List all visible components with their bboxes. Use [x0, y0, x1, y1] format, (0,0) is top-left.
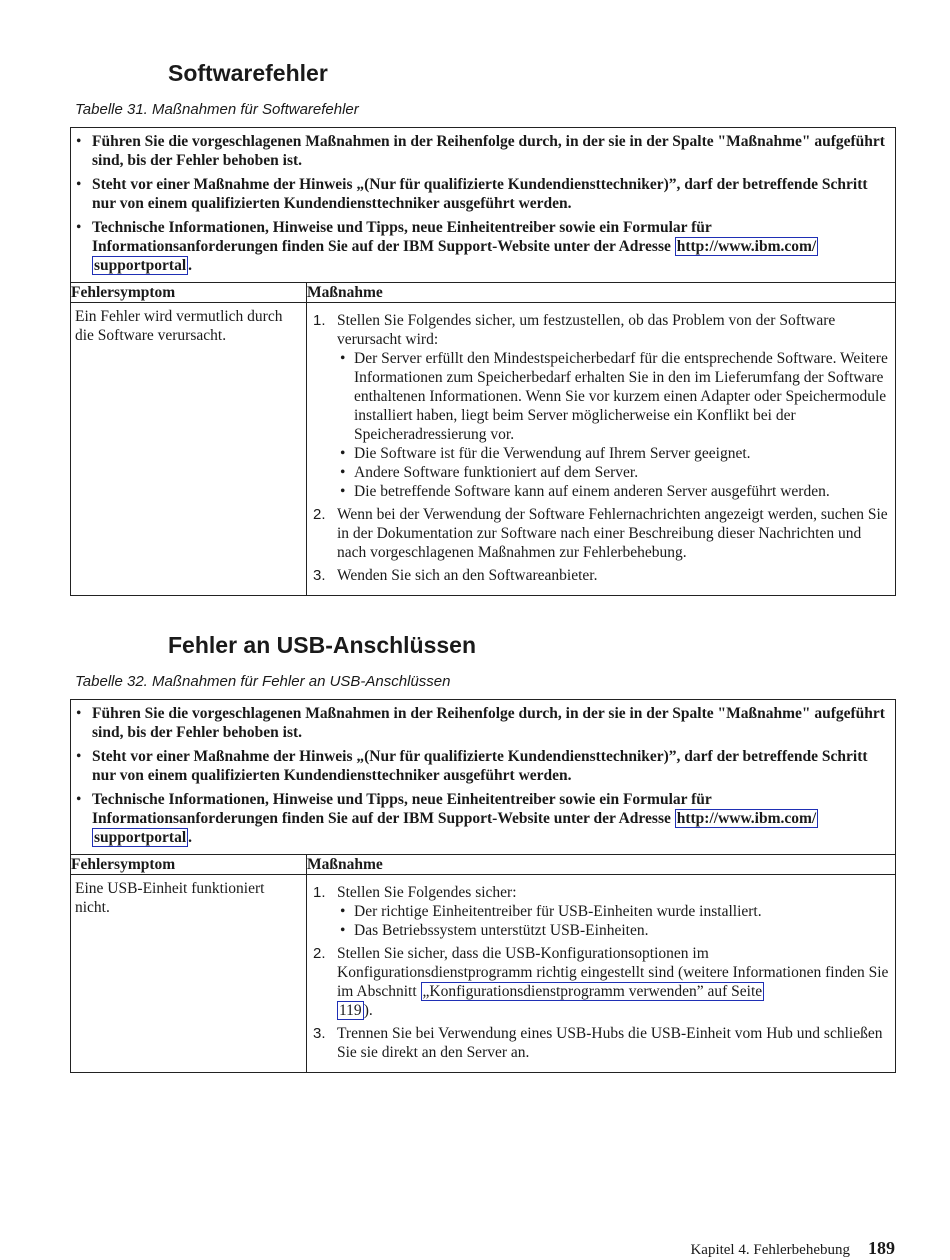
step-1-bullet: • Der richtige Einheitentreiber für USB-Einheiten wurde installiert. [337, 902, 889, 921]
symptom-cell: Ein Fehler wird vermutlich durch die Software verursacht. [71, 303, 307, 596]
note-text: Technische Informationen, Hinweise und Tipps, neue Einheitentreiber sowie ein Formular für Informationsanforderungen finden Sie auf der IBM Support-Website unter der Adresse [92, 219, 712, 255]
step-1-text: Stellen Sie Folgendes sicher, um festzustellen, ob das Problem von der Software verursacht wird: [337, 312, 836, 348]
config-utility-xref-link[interactable]: „Konfigurationsdienstprogramm verwenden” auf Seite [422, 983, 763, 1000]
support-link-cont[interactable]: supportportal [94, 829, 187, 846]
column-header-action: Maßnahme [307, 283, 896, 303]
action-cell [307, 875, 896, 1073]
note-support-website: • Technische Informationen, Hinweise und Tipps, neue Einheitentreiber sowie ein Formular für Informationsanforderungen finden Sie auf der IBM Support-Website unter der Adresse http://www.ibm.com/ supportportal . [74, 218, 889, 275]
table-software-errors [70, 127, 896, 596]
step-2: 2. Stellen Sie sicher, dass die USB-Konfigurationsoptionen im Konfigurationsdienstprogramm richtig eingestellt sind (weitere Informationen finden Sie im Abschnitt „Konfigurationsdienstprogramm verwenden” auf Seite 119 ). [313, 945, 889, 1019]
note-support-website: • Technische Informationen, Hinweise und Tipps, neue Einheitentreiber sowie ein Formular für Informationsanforderungen finden Sie auf der IBM Support-Website unter der Adresse http://www.ibm.com/ supportportal . [74, 790, 889, 847]
step-1-text: Stellen Sie Folgendes sicher: [337, 884, 517, 901]
step-1-bullet: • Der Server erfüllt den Mindestspeicherbedarf für die entsprechende Software. Weitere Informationen zum Speicherbedarf erhalten Sie in den im Lieferumfang der Software enthaltenen Informationen. Wenn Sie vor kurzem einen Adapter oder Speichermodule installiert haben, liegt beim Server möglicherweise ein Konflikt bei der Speicheradressierung vor. [337, 349, 889, 444]
step-2: 2. Wenn bei der Verwendung der Software Fehlernachrichten angezeigt werden, suchen Sie in der Dokumentation zur Software nach einer Beschreibung dieser Nachrichten und nach vorgeschlagenen Maßnahmen zur Fehlerbehebung. [313, 506, 888, 561]
step-1: 1. Stellen Sie Folgendes sicher, um festzustellen, ob das Problem von der Software verursacht wird: • Der Server erfüllt den Mindestspeicherbedarf für die entsprechende Software. Weitere Informationen zum Speicherbedarf erhalten Sie in den im Lieferumfang der Software enthaltenen Informationen. Wenn Sie vor kurzem einen Adapter oder Speichermodule installiert haben, liegt beim Server möglicherweise ein Konflikt bei der Speicheradressierung vor. • Die Software ist für die Verwendung auf Ihrem Server geeignet. • Andere Software funktioniert auf dem Server. • Die betreffende Software kann auf einem anderen Server ausgeführt werden. [313, 311, 889, 501]
step-3: 3. Trennen Sie bei Verwendung eines USB-Hubs die USB-Einheit vom Hub und schließen Sie sie direkt an den Server an. [313, 1025, 883, 1061]
table-notes [71, 700, 896, 855]
step-3-text: Wenden Sie sich an den Softwareanbieter. [337, 567, 598, 584]
note-order: • Führen Sie die vorgeschlagenen Maßnahmen in der Reihenfolge durch, in der sie in der Spalte "Maßnahme" aufgeführt sind, bis der Fehler behoben ist. [74, 132, 889, 170]
section-title-usb: Fehler an USB-Anschlüssen [168, 632, 477, 658]
symptom-cell: Eine USB-Einheit funktioniert nicht. [71, 875, 307, 1073]
note-order: • Führen Sie die vorgeschlagenen Maßnahmen in der Reihenfolge durch, in der sie in der Spalte "Maßnahme" aufgeführt sind, bis der Fehler behoben ist. [74, 704, 889, 742]
table-notes [71, 128, 896, 283]
support-link[interactable]: http://www.ibm.com/ [676, 810, 817, 827]
column-header-symptom: Fehlersymptom [71, 283, 307, 303]
step-1-bullet: • Die betreffende Software kann auf einem anderen Server ausgeführt werden. [337, 482, 889, 501]
column-header-symptom: Fehlersymptom [71, 855, 307, 875]
table-row [71, 875, 896, 1073]
step-1-bullet: • Die Software ist für die Verwendung auf Ihrem Server geeignet. [337, 444, 889, 463]
note-qualified-technician: • Steht vor einer Maßnahme der Hinweis „(Nur für qualifizierte Kundendiensttechniker)”, darf der betreffende Schritt nur von einem qualifizierten Kundendiensttechniker ausgeführt werden. [74, 747, 889, 785]
step-3: 3. Wenden Sie sich an den Softwareanbieter. [313, 567, 598, 584]
note-text: Technische Informationen, Hinweise und Tipps, neue Einheitentreiber sowie ein Formular für Informationsanforderungen finden Sie auf der IBM Support-Website unter der Adresse [92, 791, 712, 827]
table-caption-32: Tabelle 32. Maßnahmen für Fehler an USB-Anschlüssen [75, 673, 451, 690]
step-1-bullet: • Das Betriebssystem unterstützt USB-Einheiten. [337, 921, 889, 940]
footer-chapter: Kapitel 4. Fehlerbehebung [690, 1242, 850, 1258]
step-2-text: Wenn bei der Verwendung der Software Fehlernachrichten angezeigt werden, suchen Sie in der Dokumentation zur Software nach einer Beschreibung dieser Nachrichten und nach vorgeschlagenen Maßnahmen zur Fehlerbehebung. [337, 506, 888, 561]
table-usb-errors [70, 699, 896, 1073]
column-header-action: Maßnahme [307, 855, 896, 875]
page-119-link[interactable]: 119 [339, 1002, 362, 1019]
page-footer [690, 1238, 895, 1259]
section-title-software: Softwarefehler [168, 60, 328, 86]
table-row [71, 303, 896, 596]
step-1: 1. Stellen Sie Folgendes sicher: • Der richtige Einheitentreiber für USB-Einheiten wurde installiert. • Das Betriebssystem unterstützt USB-Einheiten. [313, 883, 889, 940]
page-number: 189 [868, 1238, 895, 1258]
step-1-bullet: • Andere Software funktioniert auf dem Server. [337, 463, 889, 482]
table-caption-31: Tabelle 31. Maßnahmen für Softwarefehler [75, 101, 359, 118]
support-link-cont[interactable]: supportportal [94, 257, 187, 274]
note-qualified-technician: • Steht vor einer Maßnahme der Hinweis „(Nur für qualifizierte Kundendiensttechniker)”, darf der betreffende Schritt nur von einem qualifizierten Kundendiensttechniker ausgeführt werden. [74, 175, 889, 213]
action-cell [307, 303, 896, 596]
support-link[interactable]: http://www.ibm.com/ [676, 238, 817, 255]
step-3-text: Trennen Sie bei Verwendung eines USB-Hubs die USB-Einheit vom Hub und schließen Sie sie direkt an den Server an. [337, 1025, 883, 1061]
step-2-text: Stellen Sie sicher, dass die USB-Konfigurationsoptionen im Konfigurationsdienstprogramm richtig eingestellt sind (weitere Informationen finden Sie im Abschnitt [337, 945, 889, 1000]
